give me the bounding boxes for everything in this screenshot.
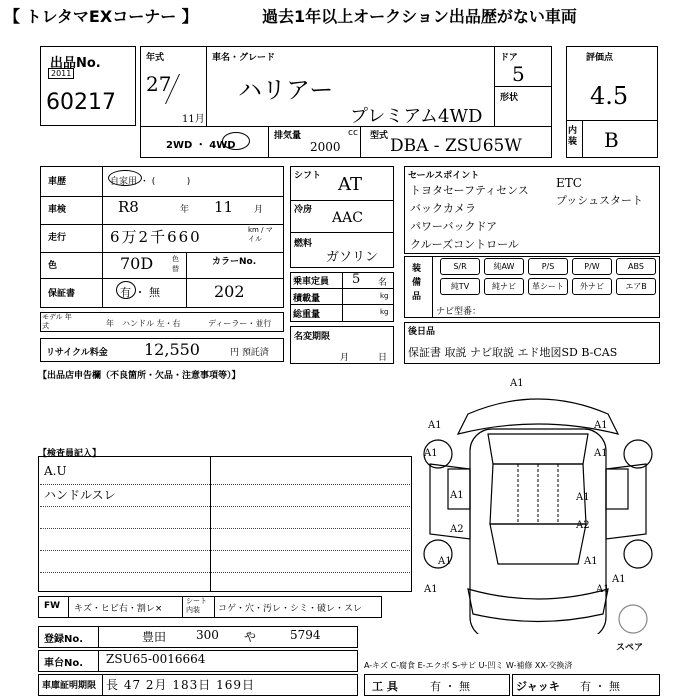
damage-mark: A1 — [576, 492, 590, 503]
interior-value: B — [604, 128, 619, 152]
mileage-label: 走行 — [48, 233, 67, 243]
mileage-unit: km / マイル — [248, 226, 273, 243]
cert-value: 長 47 2月 183日 169日 — [106, 678, 255, 692]
fw-options: キズ・ヒビ右・割レ× — [74, 604, 163, 614]
load-label: 積載量 — [293, 294, 321, 304]
plate-label: 登録No. — [44, 634, 84, 645]
tools-label: 工 具 — [372, 680, 398, 693]
damage-mark: A2 — [576, 520, 590, 531]
displacement-value: 2000 — [310, 140, 341, 154]
plate-area: 豊田 — [142, 630, 167, 644]
type-value: DBA - ZSU65W — [390, 136, 522, 156]
navi-label: ナビ型番： — [436, 307, 482, 317]
history-value: 自家用 ・ ( ) — [110, 177, 191, 187]
tools-value: 有 ・ 無 — [430, 680, 470, 693]
plate-class: 300 — [196, 628, 219, 642]
fuel-value: ガソリン — [326, 250, 379, 265]
sales-point-right-2: プッシュスタート — [556, 194, 644, 207]
equipment-item — [484, 278, 524, 295]
damage-mark: A1 — [594, 448, 608, 459]
equipment-item — [528, 278, 568, 295]
shift-label: シフト — [294, 171, 322, 181]
jack-value: 有 ・ 無 — [580, 680, 620, 693]
equipment-item — [572, 258, 612, 275]
damage-mark: A1 — [584, 556, 598, 567]
equipment-label: 装備品 — [412, 264, 422, 302]
equipment-item-label: 純TV — [450, 282, 470, 291]
lot-number: 60217 — [46, 90, 116, 115]
weight-label: 総重量 — [293, 310, 321, 320]
equipment-item-label: ABS — [628, 262, 644, 271]
mileage-value: 6万2千660 — [110, 228, 202, 246]
private-use-circle — [108, 170, 142, 186]
inspection-label: 車検 — [48, 205, 67, 215]
damage-mark: A1 — [424, 584, 438, 595]
model-year-label: 年式 — [146, 53, 165, 63]
interior-label: 内装 — [568, 126, 578, 147]
color-no-value: 202 — [214, 282, 245, 301]
inspector-note-2: ハンドルスレ — [44, 488, 116, 502]
jack-label: ジャッキ — [516, 680, 560, 693]
name-change-day: 日 — [378, 353, 388, 363]
spare-tire-icon — [619, 605, 647, 633]
fuel-label: 燃料 — [294, 239, 313, 249]
drive-4wd-circle — [222, 132, 250, 150]
model-year-era: 27 — [146, 72, 172, 96]
cert-label: 車庫証明期限 — [42, 681, 97, 691]
inspector-note-1: A.U — [44, 464, 67, 478]
damage-mark: A1 — [594, 420, 608, 431]
equipment-item — [616, 278, 656, 295]
model-note-label: モデル 年 式 — [42, 313, 72, 330]
equipment-item-label: 純ナビ — [492, 282, 516, 291]
lot-year-tag: 2011 — [48, 68, 74, 79]
color-change-label: 色替 — [172, 255, 179, 273]
damage-mark: A1 — [612, 574, 626, 585]
capacity-value: 5 — [352, 272, 361, 287]
shift-value: AT — [338, 174, 363, 195]
lot-label: 出品No. — [50, 56, 101, 71]
equipment-item-label: P/W — [584, 262, 600, 271]
damage-mark: A1 — [596, 584, 610, 595]
sales-point-2: バックカメラ — [410, 202, 476, 215]
seat-label: シート内装 — [186, 597, 207, 614]
equipment-item — [572, 278, 612, 295]
displacement-unit: cc — [348, 128, 358, 138]
declaration-label: 【出品店申告欄（不良箇所・欠品・注意事項等）】 — [38, 371, 241, 381]
damage-mark: A1 — [428, 420, 442, 431]
spare-label: スペア — [616, 643, 644, 653]
fw-label: FW — [44, 601, 61, 611]
equipment-item — [616, 258, 656, 275]
color-no-label: カラーNo. — [212, 257, 257, 267]
sales-point-4: クルーズコントロール — [410, 238, 519, 251]
car-diagram — [408, 374, 668, 634]
seat-options: コゲ・穴・汚レ・シミ・破レ・スレ — [218, 604, 363, 614]
capacity-label: 乗車定員 — [293, 277, 330, 287]
equipment-item-label: 外ナビ — [580, 282, 604, 291]
history-label: 車歴 — [48, 177, 67, 187]
equipment-item-label: S/R — [453, 262, 467, 271]
chassis-value: ZSU65-0016664 — [106, 652, 206, 666]
name-change-month: 月 — [340, 353, 350, 363]
sales-point-3: パワーバックドア — [410, 220, 498, 233]
chassis-label: 車台No. — [44, 658, 84, 669]
plate-kana: や — [244, 630, 257, 644]
load-unit: kg — [380, 292, 389, 300]
drive-options: 2WD ・ 4WD — [166, 140, 236, 151]
damage-mark: A2 — [450, 524, 464, 535]
plate-number: 5794 — [290, 628, 321, 642]
equipment-item-label: 革シート — [532, 282, 564, 291]
aftermarket-label: 後日品 — [408, 327, 436, 337]
warranty-label: 保証書 — [48, 289, 76, 299]
damage-mark: A1 — [450, 490, 464, 501]
cooling-label: 冷房 — [294, 205, 313, 215]
equipment-item-label: 純AW — [493, 262, 515, 271]
car-grade: プレミアム4WD — [350, 106, 483, 127]
equipment-item — [440, 278, 480, 295]
cooling-value: AAC — [332, 210, 363, 226]
header-title-left: 【 トレタマEXコーナー 】 — [4, 7, 198, 26]
recycle-unit: 円 預託済 — [230, 348, 269, 358]
recycle-label: リサイクル料金 — [46, 348, 108, 358]
sales-points-label: セールスポイント — [408, 171, 480, 181]
doors-label: ドア — [500, 53, 518, 63]
sales-point-1: トヨタセーフティセンス — [410, 184, 529, 197]
damage-mark: A1 — [510, 378, 524, 389]
sales-point-right-1: ETC — [556, 176, 582, 190]
weight-unit: kg — [380, 308, 389, 316]
recycle-value: 12,550 — [144, 340, 200, 359]
model-year-month: 11月 — [182, 114, 205, 125]
displacement-label: 排気量 — [274, 131, 302, 141]
inspection-era: R8 — [118, 198, 139, 216]
inspection-year-label: 年 — [180, 205, 190, 215]
equipment-item-label: P/S — [541, 262, 555, 271]
score-value: 4.5 — [590, 82, 629, 110]
model-note-dealer: ディーラー・並行 — [208, 319, 272, 328]
damage-mark: A1 — [438, 556, 452, 567]
warranty-value: 有 ・ 無 — [120, 286, 160, 299]
inspection-month-label: 月 — [254, 205, 264, 215]
aftermarket-value: 保証書 取説 ナビ取説 エド地図SD B-CAS — [408, 346, 618, 359]
name-change-label: 名変期限 — [294, 332, 331, 342]
warranty-yes-circle — [116, 281, 136, 299]
inspector-label: 【検査員記入】 — [38, 449, 102, 459]
score-label: 評価点 — [586, 53, 614, 63]
damage-mark: A1 — [424, 448, 438, 459]
inspection-month: 11 — [214, 198, 234, 216]
equipment-item — [440, 258, 480, 275]
doors-value: 5 — [512, 62, 525, 86]
equipment-item — [528, 258, 568, 275]
equipment-item — [484, 258, 524, 275]
car-name-label: 車名・グレード — [212, 53, 276, 63]
header-title-right: 過去1年以上オークション出品歴がない車両 — [262, 7, 577, 26]
capacity-unit: 名 — [378, 278, 388, 288]
model-note-handle: ハンドル 左・右 — [122, 319, 181, 328]
car-name: ハリアー — [238, 76, 334, 104]
damage-legend: A-キズ C-腐食 E-エクボ S-サビ U-凹ミ W-補修 XX-交換済 — [364, 661, 573, 670]
color-value: 70D — [120, 254, 154, 273]
type-label: 型式 — [370, 131, 389, 141]
model-note-year: 年 — [106, 319, 114, 328]
shape-label: 形状 — [500, 93, 519, 103]
equipment-item-label: エアB — [625, 282, 647, 291]
color-label: 色 — [48, 261, 58, 271]
